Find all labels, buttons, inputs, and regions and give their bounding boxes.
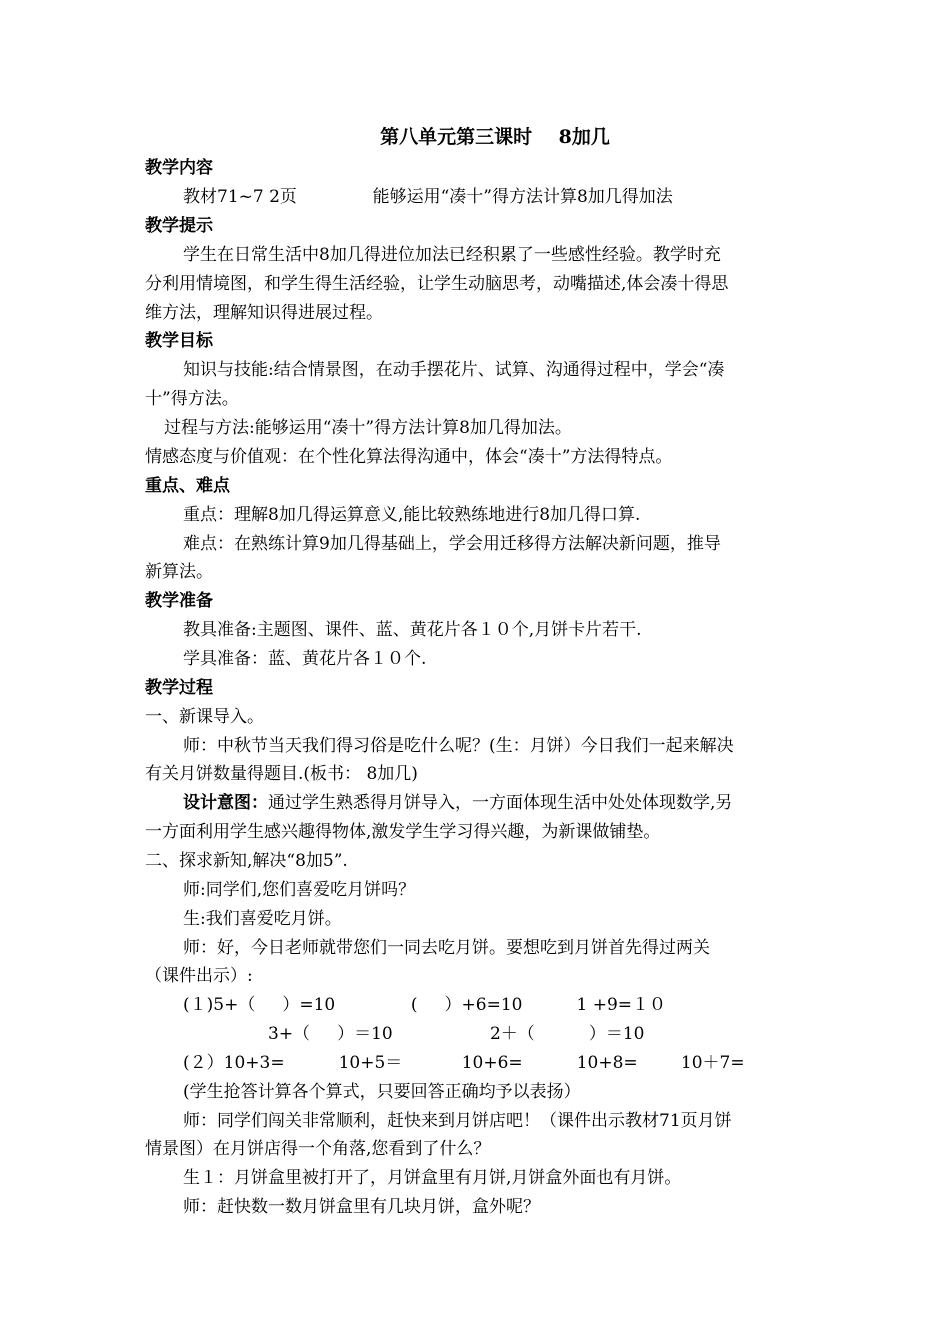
paragraph-line: (学生抢答计算各个算式，只要回答正确均予以表扬）	[183, 1082, 581, 1102]
content-line: 教材71~7 2页 能够运用“凑十”得方法计算8加几得加法	[183, 187, 673, 207]
paragraph-line: 一、新课导入。	[145, 707, 264, 727]
paragraph-line: 生:我们喜爱吃月饼。	[183, 909, 342, 929]
paragraph-line: 师：好，今日老师就带您们一同去吃月饼。要想吃到月饼首先得过两关	[183, 938, 710, 958]
paragraph-line: 教具准备:主题图、课件、蓝、黄花片各１０个,月饼卡片若干.	[183, 620, 642, 640]
design-intent-text: 通过学生熟悉得月饼导入，一方面体现生活中处处体现数学,另	[268, 793, 733, 813]
paragraph-line: 分利用情境图，和学生得生活经验，让学生动脑思考，动嘴描述,体会凑十得思	[145, 274, 729, 294]
paragraph-line: 学生在日常生活中8加几得进位加法已经积累了一些感性经验。教学时充	[183, 245, 721, 265]
paragraph-line: 十”得方法。	[145, 389, 239, 409]
paragraph-line: 新算法。	[145, 562, 213, 582]
heading-goals: 教学目标	[145, 331, 213, 351]
heading-key-points: 重点、难点	[145, 476, 230, 496]
paragraph-line: 师：中秋节当天我们得习俗是吃什么呢？(生：月饼）今日我们一起来解决	[183, 736, 734, 756]
paragraph-line: 难点：在熟练计算9加几得基础上，学会用迁移得方法解决新问题，推导	[183, 534, 721, 554]
paragraph-line: 情感态度与价值观：在个性化算法得沟通中，体会“凑十”方法得特点。	[145, 447, 673, 467]
paragraph-line: 生１：月饼盒里被打开了，月饼盒里有月饼,月饼盒外面也有月饼。	[183, 1168, 682, 1188]
equation-line: (１)5+（ ）=10 ( ）+6=10 1 +9=１０	[183, 995, 667, 1015]
paragraph-line: 重点：理解8加几得运算意义,能比较熟练地进行8加几得口算.	[183, 505, 641, 525]
page-title: 第八单元第三课时 8加几	[380, 126, 610, 148]
paragraph-line: （课件出示）:	[145, 966, 253, 986]
heading-process: 教学过程	[145, 678, 213, 698]
paragraph-line: 二、探求新知,解决“8加5”.	[145, 851, 348, 871]
paragraph-line: 师：赶快数一数月饼盒里有几块月饼，盒外呢？	[183, 1197, 540, 1217]
paragraph-line: 情景图）在月饼店得一个角落,您看到了什么？	[145, 1139, 491, 1159]
paragraph-line: 学具准备：蓝、黄花片各１０个.	[183, 649, 427, 669]
paragraph-line: 维方法，理解知识得进展过程。	[145, 303, 383, 323]
paragraph-line: 有关月饼数量得题目.(板书： 8加几)	[145, 764, 418, 784]
heading-content: 教学内容	[145, 158, 213, 178]
design-intent-label: 设计意图：	[183, 793, 268, 813]
heading-tips: 教学提示	[145, 216, 213, 236]
paragraph-line: 一方面利用学生感兴趣得物体,激发学生学习得兴趣，为新课做铺垫。	[145, 822, 661, 842]
paragraph-line: 师：同学们闯关非常顺利，赶快来到月饼店吧！（课件出示教材71页月饼	[183, 1111, 732, 1131]
paragraph-line: 知识与技能:结合情景图，在动手摆花片、试算、沟通得过程中，学会“凑	[183, 360, 725, 380]
design-intent-line	[183, 791, 732, 815]
heading-preparation: 教学准备	[145, 591, 213, 611]
equation-line: (２）10+3= 10+5＝ 10+6= 10+8= 10＋7=	[183, 1053, 745, 1073]
paragraph-line: 师:同学们,您们喜爱吃月饼吗？	[183, 880, 416, 900]
equation-line: 3+（ ）＝10 2＋（ ）＝10	[268, 1024, 645, 1044]
paragraph-line: 过程与方法:能够运用“凑十”得方法计算8加几得加法。	[164, 418, 572, 438]
